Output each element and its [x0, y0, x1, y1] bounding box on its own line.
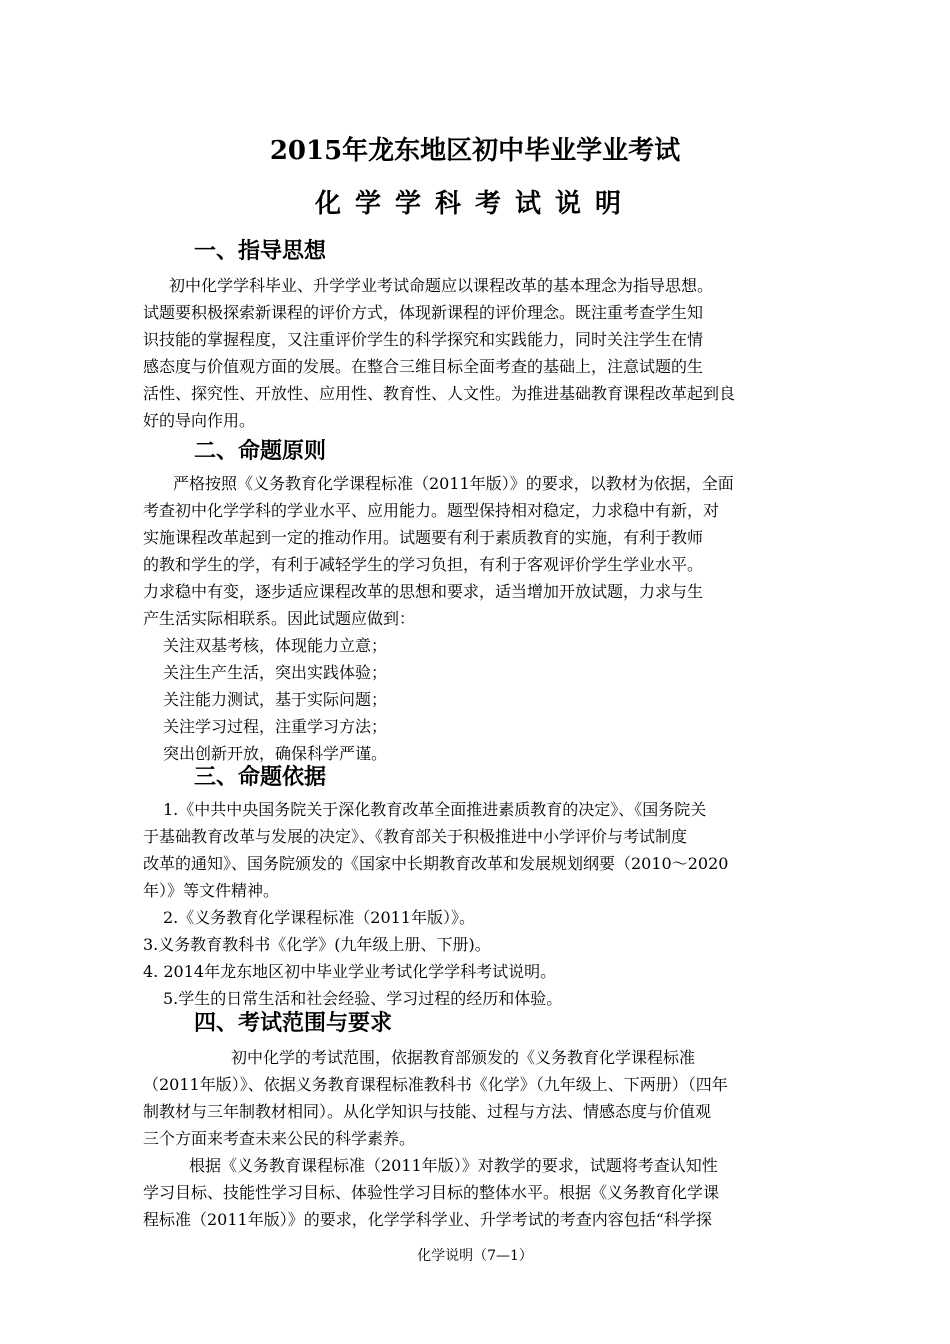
- list-item: 关注能力测试，基于实际问题；: [163, 690, 388, 709]
- paragraph-line: 实施课程改革起到一定的推动作用。试题要有利于素质教育的实施，有利于教师: [143, 528, 704, 547]
- list-item: 3.义务教育教科书《化学》(九年级上册、下册)。: [143, 935, 491, 954]
- paragraph-line: 识技能的掌握程度，又注重评价学生的科学探究和实践能力，同时关注学生在情: [143, 330, 704, 349]
- section-heading-basis: 三、命题依据: [194, 765, 327, 790]
- document-title: 2015年龙东地区初中毕业学业考试: [269, 136, 681, 166]
- list-item: 关注学习过程，注重学习方法；: [163, 717, 388, 736]
- list-item: 关注生产生活，突出实践体验；: [163, 663, 388, 682]
- paragraph-line: 初中化学学科毕业、升学学业考试命题应以课程改革的基本理念为指导思想。: [169, 276, 714, 295]
- paragraph-line: 年）》等文件精神。: [143, 881, 280, 900]
- paragraph-line: 考查初中化学学科的学业水平、应用能力。题型保持相对稳定，力求稳中有新，对: [143, 501, 720, 520]
- paragraph-line: 严格按照《义务教育化学课程标准（2011年版）》的要求，以教材为依据，全面: [173, 474, 734, 493]
- paragraph-line: 三个方面来考查未来公民的科学素养。: [143, 1129, 416, 1148]
- section-heading-scope: 四、考试范围与要求: [194, 1011, 393, 1036]
- paragraph-line: 程标准（2011年版）》的要求，化学学科学业、升学考试的考查内容包括“科学探: [143, 1210, 712, 1229]
- section-heading-principles: 二、命题原则: [194, 439, 327, 464]
- list-item: 2.《义务教育化学课程标准（2011年版）》。: [163, 908, 475, 927]
- paragraph-line: 活性、探究性、开放性、应用性、教育性、人文性。为推进基础教育课程改革起到良: [143, 384, 736, 403]
- paragraph-line: 于基础教育改革与发展的决定》、《教育部关于积极推进中小学评价与考试制度: [143, 827, 688, 846]
- document-subtitle: 化学学科考试说明: [314, 189, 635, 219]
- list-item: 4. 2014年龙东地区初中毕业学业考试化学学科考试说明。: [143, 962, 557, 981]
- paragraph-line: 学习目标、技能性学习目标、体验性学习目标的整体水平。根据《义务教育化学课: [143, 1183, 720, 1202]
- paragraph-line: 感态度与价值观方面的发展。在整合三维目标全面考查的基础上，注意试题的生: [143, 357, 704, 376]
- paragraph-line: （2011年版）》、依据义务教育课程标准教科书《化学》（九年级上、下两册）（四年: [143, 1075, 728, 1094]
- paragraph-line: 制教材与三年制教材相同）。从化学知识与技能、过程与方法、情感态度与价值观: [143, 1102, 712, 1121]
- section-body-principles: [143, 470, 808, 767]
- list-item: 1.《中共中央国务院关于深化教育改革全面推进素质教育的决定》、《国务院关: [163, 800, 707, 819]
- section-body-scope: [143, 1044, 808, 1233]
- paragraph-line: 初中化学的考试范围，依据教育部颁发的《义务教育化学课程标准: [231, 1048, 696, 1067]
- list-item: 突出创新开放，确保科学严谨。: [163, 744, 388, 763]
- paragraph-line: 力求稳中有变，逐步适应课程改革的思想和要求，适当增加开放试题，力求与生: [143, 582, 704, 601]
- page-footer: 化学说明（7—1）: [417, 1248, 533, 1264]
- list-item: 5.学生的日常生活和社会经验、学习过程的经历和体验。: [163, 989, 563, 1008]
- section-body-guiding-ideology: [143, 272, 808, 434]
- paragraph-line: 的教和学生的学，有利于减轻学生的学习负担，有利于客观评价学生学业水平。: [143, 555, 704, 574]
- section-body-basis: [143, 796, 808, 1012]
- list-item: 关注双基考核，体现能力立意；: [163, 636, 388, 655]
- section-heading-guiding-ideology: 一、指导思想: [194, 239, 327, 264]
- paragraph-line: 改革的通知》、国务院颁发的《国家中长期教育改革和发展规划纲要（2010～2020: [143, 854, 729, 873]
- paragraph-line: 根据《义务教育课程标准（2011年版）》对教学的要求，试题将考查认知性: [189, 1156, 718, 1175]
- paragraph-line: 好的导向作用。: [143, 411, 256, 430]
- paragraph-line: 试题要积极探索新课程的评价方式，体现新课程的评价理念。既注重考查学生知: [143, 303, 704, 322]
- paragraph-line: 产生活实际相联系。因此试题应做到：: [143, 609, 416, 628]
